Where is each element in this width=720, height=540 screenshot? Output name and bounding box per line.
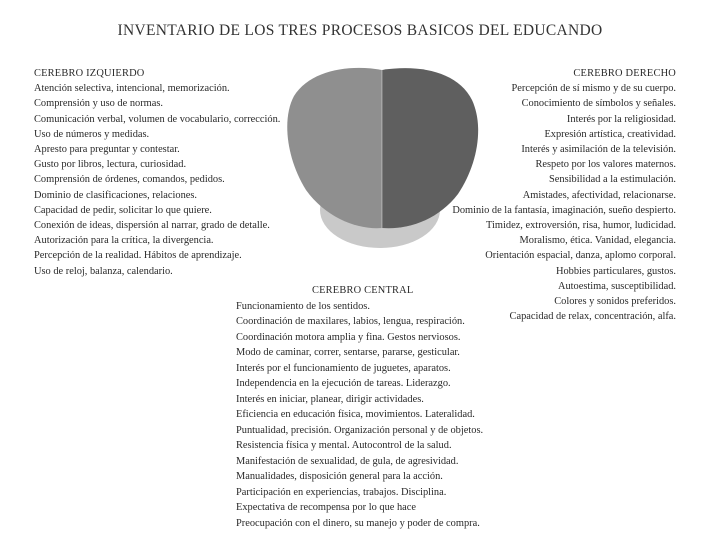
list-item: Percepción de sí mismo y de su cuerpo. xyxy=(511,83,676,95)
central-brain-heading: CEREBRO CENTRAL xyxy=(312,285,414,296)
list-item: Capacidad de relax, concentración, alfa. xyxy=(509,311,676,323)
list-item: Atención selectiva, intencional, memorización. xyxy=(34,83,230,95)
page-title: INVENTARIO DE LOS TRES PROCESOS BASICOS DEL EDUCANDO xyxy=(117,22,603,39)
list-item: Participación en experiencias, trabajos. Disciplina. xyxy=(236,486,447,498)
list-item: Uso de reloj, balanza, calendario. xyxy=(34,265,173,277)
list-item: Manifestación de sexualidad, de gula, de agresividad. xyxy=(236,455,459,467)
list-item: Manualidades, disposición general para la acción. xyxy=(236,471,443,482)
list-item: Preocupación con el dinero, su manejo y poder de compra. xyxy=(236,517,480,529)
list-item: Interés y asimilación de la televisión. xyxy=(521,144,676,156)
right-brain-heading: CEREBRO DERECHO xyxy=(573,68,676,79)
list-item: Dominio de clasificaciones, relaciones. xyxy=(34,189,198,201)
left-brain-heading: CEREBRO IZQUIERDO xyxy=(34,68,145,79)
list-item: Timidez, extroversión, risa, humor, ludicidad. xyxy=(486,220,676,232)
list-item: Puntualidad, precisión. Organización personal y de objetos. xyxy=(236,424,484,436)
list-item: Dominio de la fantasía, imaginación, sueño despierto. xyxy=(452,204,676,216)
list-item: Conocimiento de símbolos y señales. xyxy=(521,98,676,110)
list-item: Independencia en la ejecución de tareas. Liderazgo. xyxy=(236,378,451,389)
list-item: Comprensión de órdenes, comandos, pedidos. xyxy=(34,174,225,186)
list-item: Orientación espacial, danza, aplomo corporal. xyxy=(485,250,676,262)
list-item: Resistencia física y mental. Autocontrol de la salud. xyxy=(236,440,452,451)
list-item: Gusto por libros, lectura, curiosidad. xyxy=(34,159,187,171)
list-item: Respeto por los valores maternos. xyxy=(535,159,676,171)
list-item: Coordinación de maxilares, labios, lengua, respiración. xyxy=(236,316,465,327)
list-item: Comprensión y uso de normas. xyxy=(34,98,164,110)
list-item: Amistades, afectividad, relacionarse. xyxy=(522,189,676,201)
list-item: Expresión artística, creatividad. xyxy=(544,128,676,140)
list-item: Expectativa de recompensa por lo que hace xyxy=(236,502,417,513)
list-item: Hobbies particulares, gustos. xyxy=(555,265,676,277)
list-item: Modo de caminar, correr, sentarse, pararse, gesticular. xyxy=(236,347,460,358)
list-item: Autoestima, susceptibilidad. xyxy=(557,280,676,292)
list-item: Interés por el funcionamiento de juguetes, aparatos. xyxy=(236,362,451,374)
left-hemisphere-shape xyxy=(287,68,382,228)
list-item: Sensibilidad a la estimulación. xyxy=(549,174,676,186)
list-item: Eficiencia en educación física, movimientos. Lateralidad. xyxy=(236,409,475,420)
list-item: Interés por la religiosidad. xyxy=(566,113,676,125)
list-item: Interés en iniciar, planear, dirigir actividades. xyxy=(236,393,424,405)
list-item: Moralismo, ética. Vanidad, elegancia. xyxy=(519,235,676,247)
list-item: Funcionamiento de los sentidos. xyxy=(236,300,370,312)
central-brain-list xyxy=(236,283,506,531)
list-item: Conexión de ideas, dispersión al narrar, grado de detalle. xyxy=(34,220,270,232)
list-item: Comunicación verbal, volumen de vocabulario, corrección. xyxy=(34,113,281,125)
list-item: Capacidad de pedir, solicitar lo que quiere. xyxy=(34,204,212,216)
list-item: Percepción de la realidad. Hábitos de aprendizaje. xyxy=(34,250,242,262)
list-item: Colores y sonidos preferidos. xyxy=(554,296,676,308)
list-item: Coordinación motora amplia y fina. Gestos nerviosos. xyxy=(236,331,461,343)
left-brain-list xyxy=(34,66,284,279)
list-item: Autorización para la crítica, la divergencia. xyxy=(34,235,214,247)
list-item: Apresto para preguntar y contestar. xyxy=(34,144,180,156)
list-item: Uso de números y medidas. xyxy=(34,128,150,140)
